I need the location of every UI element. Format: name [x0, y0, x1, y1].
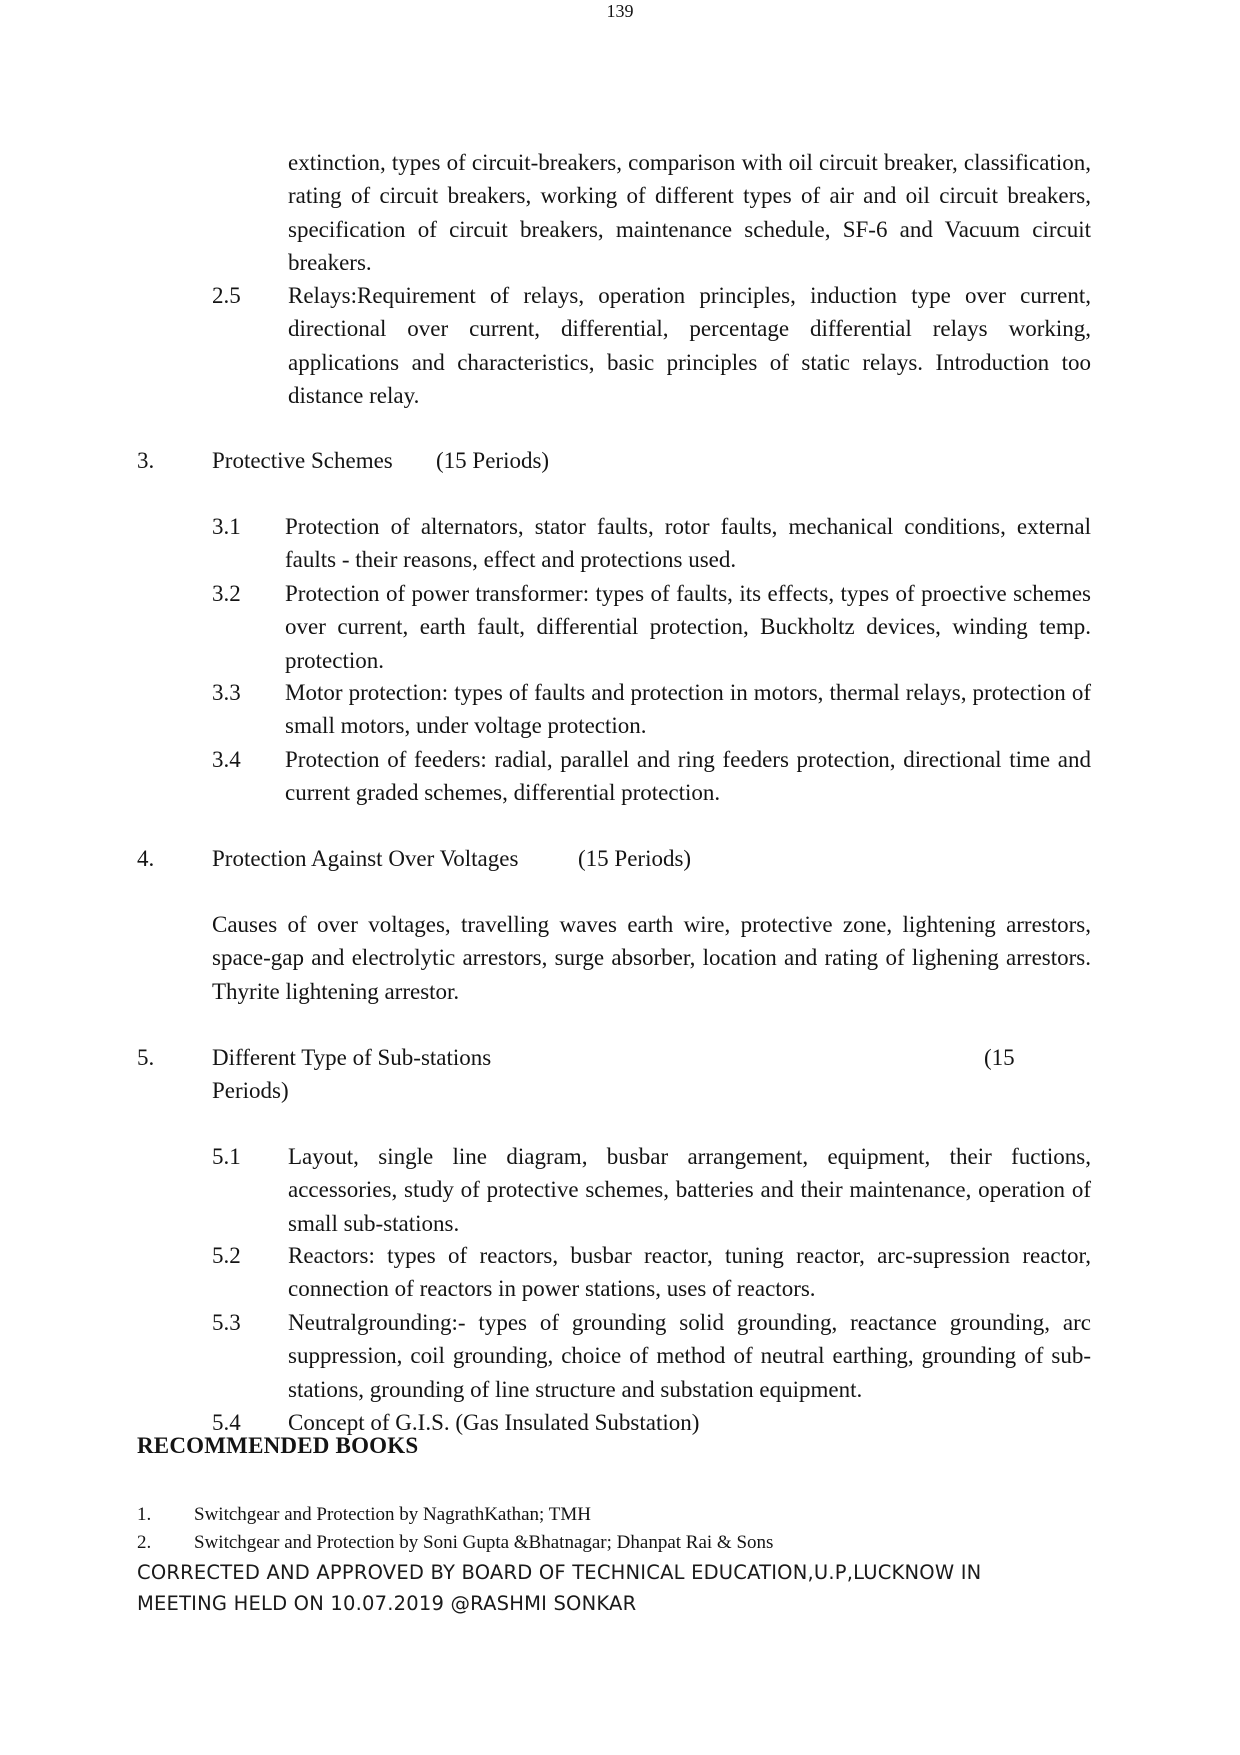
section-5-title: Different Type of Sub-stations	[212, 1045, 492, 1070]
section-5-periods-part1: (15	[984, 1045, 1015, 1070]
item-number-3-3: 3.3	[212, 680, 241, 705]
section-5-number: 5.	[137, 1045, 155, 1070]
book-number-1: 1.	[137, 1504, 152, 1525]
book-number-2: 2.	[137, 1532, 152, 1553]
item-number-5-1: 5.1	[212, 1144, 241, 1169]
section-4-body: Causes of over voltages, travelling waves earth wire, protective zone, lightening arrestors, space-gap and electrolytic arrestors, surge absorber, location and rating of lighening arrestors. Thyrite lightening arrestor.	[212, 912, 1091, 1004]
item-text-5-4: Concept of G.I.S. (Gas Insulated Substation)	[288, 1410, 700, 1435]
item-number-5-3: 5.3	[212, 1310, 241, 1335]
item-text-3-1: Protection of alternators, stator faults, rotor faults, mechanical conditions, external faults - their reasons, effect and protections used.	[285, 514, 1091, 573]
item-text-3-3: Motor protection: types of faults and protection in motors, thermal relays, protection of small motors, under voltage protection.	[285, 680, 1091, 739]
item-text-5-2: Reactors: types of reactors, busbar reactor, tuning reactor, arc-supression reactor, connection of reactors in power stations, uses of reactors.	[288, 1243, 1091, 1302]
book-text-2: Switchgear and Protection by Soni Gupta &Bhatnagar; Dhanpat Rai & Sons	[194, 1532, 774, 1553]
footer-line-2: MEETING HELD ON 10.07.2019 @RASHMI SONKAR	[137, 1592, 637, 1615]
item-number-2-5: 2.5	[212, 283, 241, 308]
item-number-5-2: 5.2	[212, 1243, 241, 1268]
item-number-3-1: 3.1	[212, 514, 241, 539]
item-text-5-1: Layout, single line diagram, busbar arrangement, equipment, their fuctions, accessories, study of protective schemes, batteries and their maintenance, operation of small sub-stations.	[288, 1144, 1091, 1236]
section-4-number: 4.	[137, 846, 155, 871]
item-text-5-3: Neutralgrounding:- types of grounding solid grounding, reactance grounding, arc suppression, coil grounding, choice of method of neutral earthing, grounding of sub-stations, grounding of line structure and substation equipment.	[288, 1310, 1091, 1402]
item-number-3-2: 3.2	[212, 581, 241, 606]
item-number-3-4: 3.4	[212, 747, 241, 772]
section-5-periods-part2: Periods)	[212, 1078, 289, 1103]
section-4-periods: (15 Periods)	[578, 846, 692, 871]
item-text-3-2: Protection of power transformer: types of faults, its effects, types of proective schemes over current, earth fault, differential protection, Buckholtz devices, winding temp. protection.	[285, 581, 1091, 673]
item-text-3-4: Protection of feeders: radial, parallel and ring feeders protection, directional time and current graded schemes, differential protection.	[285, 747, 1091, 806]
section-4-title: Protection Against Over Voltages	[212, 846, 519, 871]
footer-line-1: CORRECTED AND APPROVED BY BOARD OF TECHNICAL EDUCATION,U.P,LUCKNOW IN	[137, 1561, 982, 1584]
section-3-title: Protective Schemes	[212, 448, 393, 473]
book-text-1: Switchgear and Protection by NagrathKathan; TMH	[194, 1504, 591, 1525]
intro-paragraph: extinction, types of circuit-breakers, comparison with oil circuit breaker, classification, rating of circuit breakers, working of different types of air and oil circuit breakers, specification of circuit breakers, maintenance schedule, SF-6 and Vacuum circuit breakers.	[288, 150, 1091, 276]
item-text-2-5: Relays:Requirement of relays, operation principles, induction type over current, directional over current, differential, percentage differential relays working, applications and characteristics, basic principles of static relays. Introduction too distance relay.	[288, 283, 1091, 409]
section-3-number: 3.	[137, 448, 155, 473]
item-number-5-4: 5.4	[212, 1410, 241, 1435]
approval-footer	[137, 1557, 1037, 1619]
section-3-periods: (15 Periods)	[436, 448, 550, 473]
page-number: 139	[606, 1, 634, 21]
recommended-books-heading: RECOMMENDED BOOKS	[137, 1433, 419, 1458]
